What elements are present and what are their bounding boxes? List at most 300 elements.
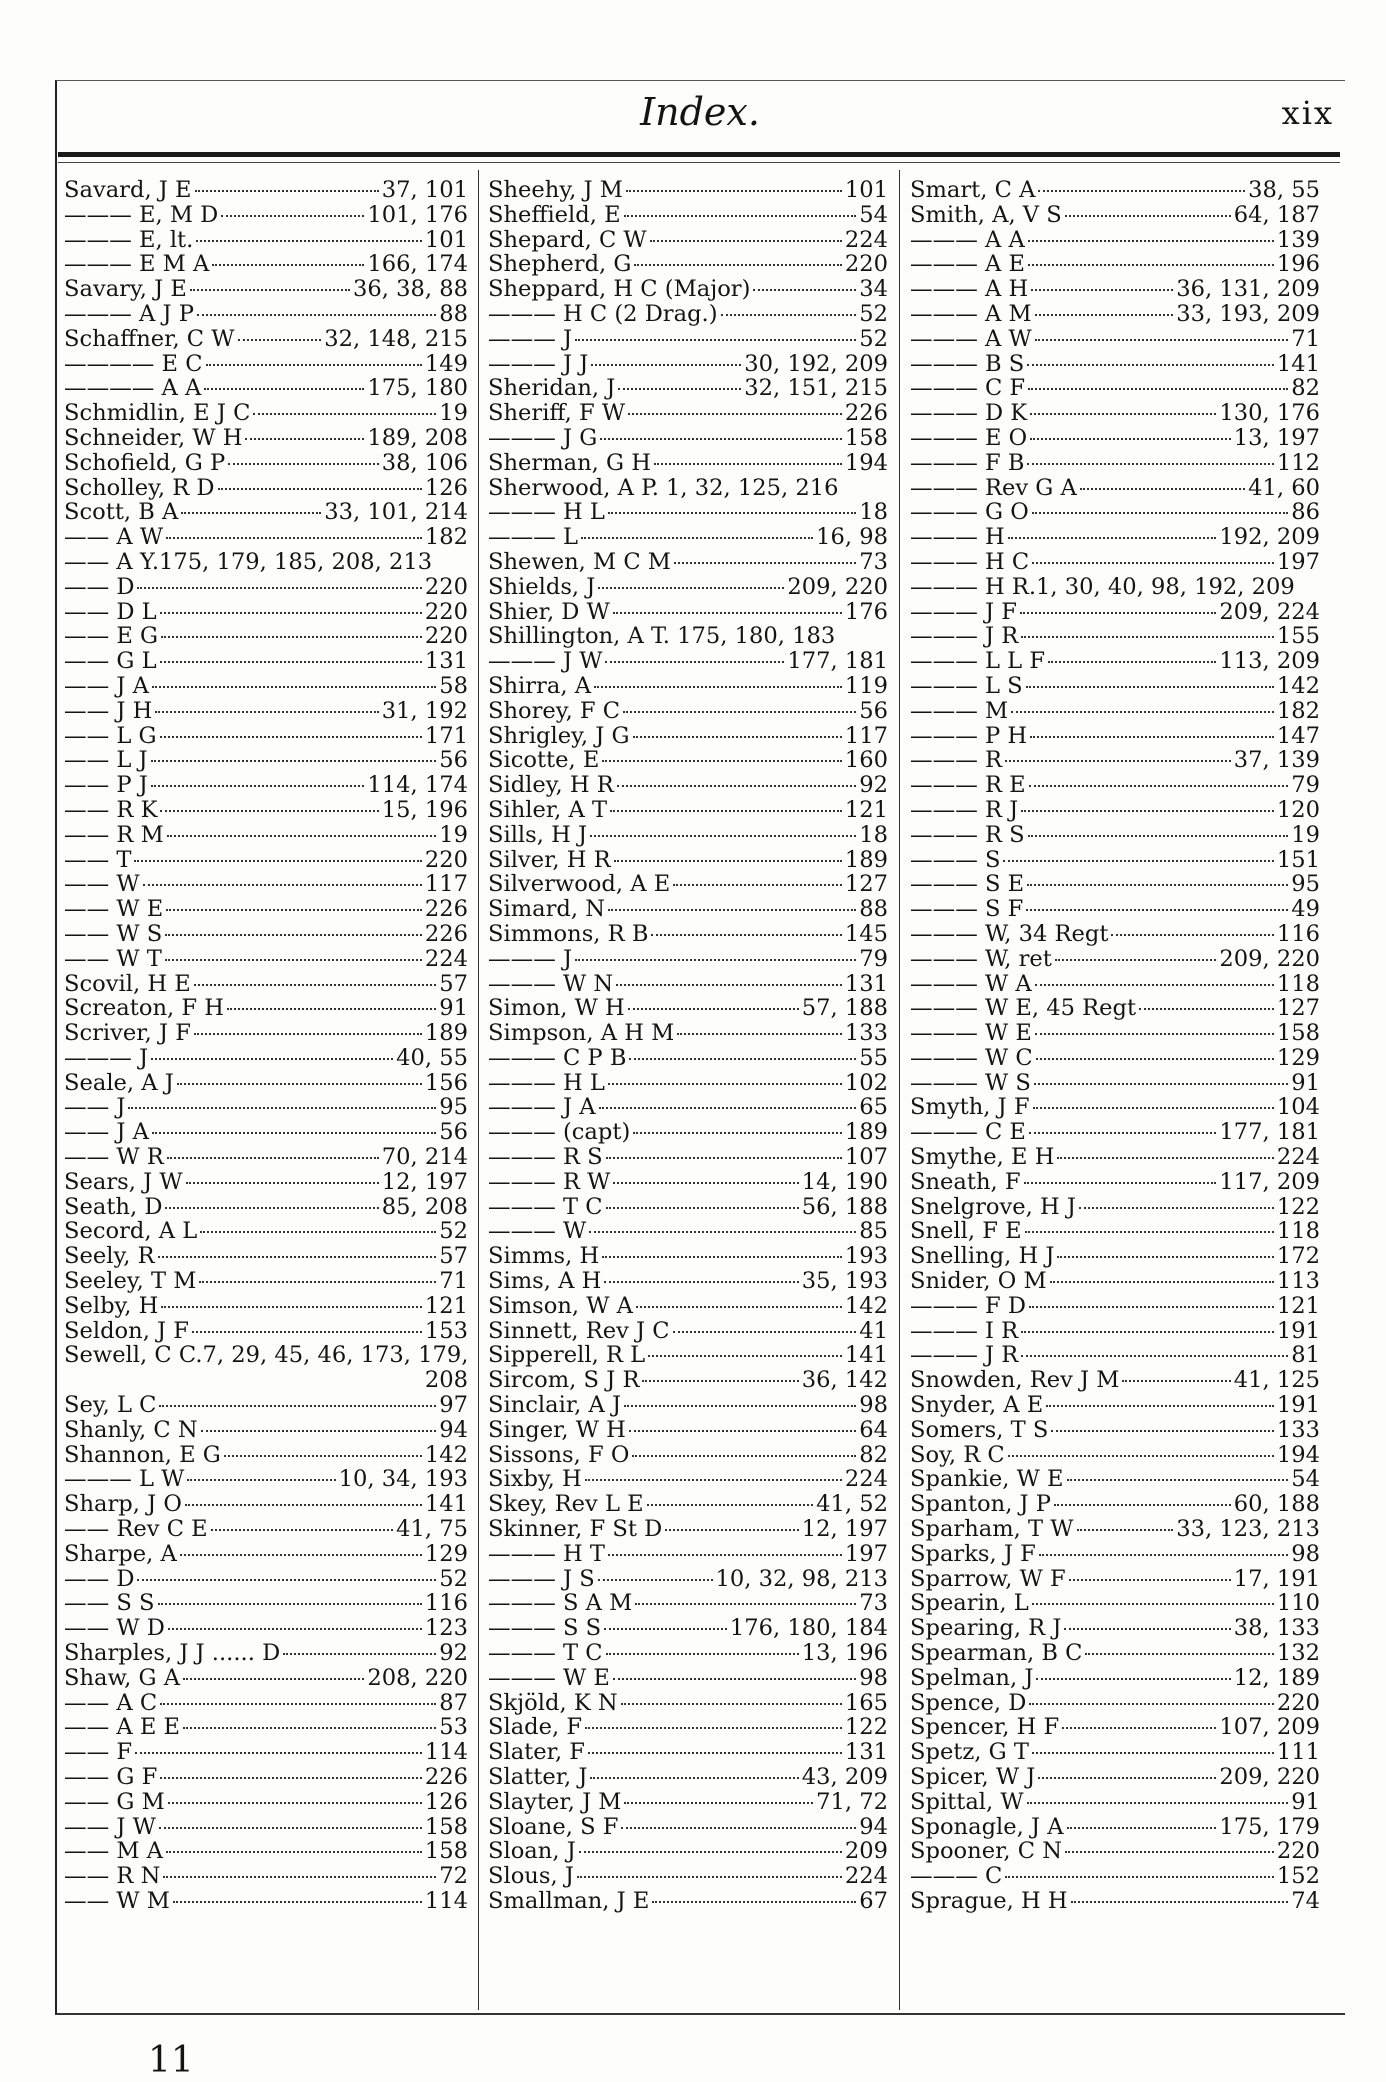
dot-leader [204,388,364,390]
entry-name: Smith, A, V S [910,202,1062,228]
dot-leader [165,934,422,936]
entry-name: Silver, H R [488,847,611,873]
dot-leader [166,909,422,911]
entry-name: —— A E E [64,1715,181,1741]
index-entry [488,252,888,277]
entry-pages: 73 [859,1591,888,1617]
entry-pages: 52 [859,301,888,327]
entry-pages: 177, 181 [787,649,888,674]
index-entry [488,426,888,451]
entry-name: ——— S [910,847,1001,873]
dot-leader [721,314,857,316]
index-entry [64,1443,468,1468]
entry-name: —— D L [64,599,157,625]
index-entry [910,1443,1320,1468]
index-entry [910,848,1320,873]
entry-pages: 107 [844,1145,888,1170]
index-entry [910,1046,1320,1071]
index-entry [910,277,1320,302]
index-entry [910,1021,1320,1046]
dot-leader [624,1802,813,1804]
index-entry [64,352,468,377]
dot-leader [190,289,350,291]
entry-name: Skjöld, K N [488,1690,618,1716]
entry-name: Spelman, J [910,1665,1034,1691]
dot-leader [159,1405,436,1407]
entry-name: —— G L [64,649,157,674]
entry-name: Spetz, G T [910,1740,1029,1765]
dot-leader [1054,1504,1231,1506]
entry-name: Sloane, S F [488,1814,619,1840]
dot-leader [1046,1405,1274,1407]
index-entry [910,1517,1320,1542]
dot-leader [604,1628,727,1630]
entry-pages: 151 [1276,847,1320,873]
entry-name: Simon, W H [488,996,625,1022]
entry-name: ——— E, M D [64,202,219,228]
dot-leader [1021,810,1274,812]
entry-name: ———— E C [64,351,203,377]
entry-name: —— D [64,574,135,600]
index-entry [488,451,888,476]
entry-pages: 54 [1291,1467,1320,1493]
entry-pages: 141 [844,1343,888,1369]
entry-pages: 121 [844,797,888,823]
entry-pages: 131 [424,649,468,674]
dot-leader [605,661,784,663]
dot-leader [1029,1306,1274,1308]
entry-pages: 147 [1276,723,1320,749]
dot-leader [629,1430,856,1432]
dot-leader [608,909,856,911]
dot-leader [1021,1331,1274,1333]
entry-pages: 127 [844,872,888,898]
dot-leader [183,1678,364,1680]
entry-pages: 114, 174 [367,773,468,798]
dot-leader [161,1306,422,1308]
index-entry [64,451,468,476]
entry-pages: 52 [859,326,888,352]
dot-leader [155,711,378,713]
entry-pages: 12, 189 [1233,1665,1320,1691]
dot-leader [1003,860,1273,862]
entry-name: Soy, R C [910,1442,1005,1468]
entry-name: Smyth, J F [910,1095,1030,1121]
index-entry [910,1567,1320,1592]
entry-name: Smart, C A [910,178,1036,203]
dot-leader [1039,1554,1288,1556]
entry-pages: 220 [844,252,888,278]
index-entry [910,1418,1320,1443]
index-entry [64,1343,468,1368]
dot-leader [1038,190,1245,192]
index-entry [64,575,468,600]
dot-leader [623,711,856,713]
index-entry [488,748,888,773]
dot-leader [613,1182,798,1184]
dot-leader [606,1207,799,1209]
entry-pages: 19 [439,401,468,426]
entry-pages: 114 [424,1888,468,1914]
dot-leader [187,1479,335,1481]
entry-name: Sims, A H [488,1269,602,1294]
entry-name: ——— J F [910,599,1017,625]
entry-name: Schneider, W H [64,425,243,451]
index-entry [910,1641,1320,1666]
entry-pages: 71, 72 [816,1789,888,1815]
dot-leader [1027,1802,1289,1804]
index-entry [910,947,1320,972]
entry-name: Seldon, J F [64,1318,189,1344]
index-entry [910,1368,1320,1393]
entry-pages: 101 [844,178,888,203]
dot-leader [1008,537,1217,539]
index-entry [910,972,1320,997]
dot-leader [166,537,422,539]
dot-leader [1080,488,1245,490]
dot-leader [245,438,364,440]
dot-leader [1011,711,1274,713]
entry-name: ——— W E, 45 Regt [910,996,1137,1022]
entry-pages: 36, 131, 209 [1176,277,1320,302]
entry-name: ——— A E [910,252,1025,278]
dot-leader [160,1703,436,1705]
dot-leader [1057,1256,1273,1258]
entry-pages: 189 [844,847,888,873]
index-column-3 [910,178,1320,2008]
dot-leader [1030,438,1231,440]
entry-pages: 82 [1291,376,1320,402]
dot-leader [200,1231,436,1233]
dot-leader [1028,388,1288,390]
entry-name: Skey, Rev L E [488,1492,644,1518]
entry-pages: 41, 125 [1233,1368,1320,1394]
entry-pages: 98 [859,1665,888,1691]
index-entry [910,1071,1320,1096]
entry-pages: 224 [844,1864,888,1889]
entry-name: —— J A [64,1120,149,1146]
entry-pages: 189, 208 [367,425,468,451]
entry-pages: 33, 101, 214 [324,500,468,526]
entry-name: ——— J A [488,1095,596,1121]
header-rule-thick [58,152,1340,157]
entry-pages: 101 [424,227,468,253]
entry-name: —— A W [64,525,164,550]
index-entry [64,178,468,203]
entry-name: Seath, D [64,1194,163,1220]
dot-leader [1057,1157,1273,1159]
entry-pages: 129 [1276,1045,1320,1071]
dot-leader [1064,1628,1230,1630]
entry-name: ——— W A [910,971,1032,997]
index-entry [488,1864,888,1889]
entry-name: Snell, F E [910,1219,1022,1245]
entry-name: Screaton, F H [64,996,224,1022]
index-entry [910,872,1320,897]
dot-leader [1028,240,1274,242]
index-entry [488,1691,888,1716]
entry-pages: 209, 220 [1219,946,1320,972]
index-entry [910,302,1320,327]
entry-pages: 101, 176 [367,202,468,228]
dot-leader [610,810,842,812]
entry-pages: 166, 174 [367,252,468,278]
entry-name: Snelgrove, H J [910,1194,1076,1220]
entry-name: Simpson, A H M [488,1021,675,1046]
index-entry [910,575,1320,600]
dot-leader [151,785,365,787]
entry-pages: 17, 191 [1233,1566,1320,1592]
index-entry [64,996,468,1021]
entry-name: Schaffner, C W [64,326,235,352]
entry-pages: 111 [1276,1740,1320,1765]
entry-pages: 88 [859,897,888,922]
entry-pages: 57 [439,1244,468,1270]
index-entry [910,1393,1320,1418]
dot-leader [1062,1727,1216,1729]
entry-pages: 224 [1276,1145,1320,1170]
index-entry [910,1765,1320,1790]
dot-leader [621,1827,856,1829]
entry-pages: 60, 188 [1233,1492,1320,1518]
dot-leader [1085,1653,1273,1655]
dot-leader [606,1653,799,1655]
index-entry [488,1492,888,1517]
index-entry [64,1641,468,1666]
entry-name: Sharp, J O [64,1492,182,1518]
entry-name: Spearing, R J [910,1616,1062,1642]
index-entry [488,724,888,749]
entry-name: ——— A A [910,227,1025,253]
entry-pages: 192, 209 [1219,525,1320,550]
entry-name: Savary, J E [64,277,187,302]
entry-name: Shirra, A [488,673,592,699]
dot-leader [624,1405,856,1407]
dot-leader [1065,215,1231,217]
index-entry [910,550,1320,575]
entry-pages: 38, 55 [1248,178,1320,203]
entry-name: Sneath, F [910,1169,1021,1195]
entry-pages: 70, 214 [381,1145,468,1170]
entry-pages: 119 [844,673,888,699]
dot-leader [1051,1430,1274,1432]
entry-name: —— M A [64,1839,164,1865]
entry-pages: 36, 142 [801,1368,888,1394]
dot-leader [128,1107,436,1109]
index-entry [64,649,468,674]
entry-pages: 92 [439,1641,468,1666]
dot-leader [608,512,856,514]
entry-pages: 224 [424,946,468,972]
entry-pages: 114 [424,1740,468,1765]
entry-pages: 197 [1276,549,1320,575]
index-entry [910,823,1320,848]
entry-pages: 85, 208 [381,1194,468,1220]
entry-name: Sicotte, E [488,748,600,774]
entry-pages: 37, 139 [1233,748,1320,774]
entry-pages: 98 [859,1393,888,1418]
entry-pages: 158 [424,1814,468,1840]
dot-leader [168,1628,422,1630]
index-entry [64,252,468,277]
index-entry [910,1616,1320,1641]
index-entry [64,1616,468,1641]
index-entry [910,798,1320,823]
column-divider [899,170,900,2010]
entry-name: Skinner, F St D [488,1517,663,1542]
entry-name: Sidley, H R [488,773,614,798]
index-entry [64,376,468,401]
entry-name: Shanly, C N [64,1417,198,1443]
index-entry [488,773,888,798]
index-entry [910,674,1320,699]
index-entry [488,550,888,575]
dot-leader [212,264,364,266]
entry-name: Snelling, H J [910,1244,1055,1270]
entry-pages: 197 [844,1541,888,1567]
index-entry [910,996,1320,1021]
entry-pages: 152 [1276,1864,1320,1889]
entry-pages: 15, 196 [381,797,468,823]
entry-name: Slade, F [488,1715,583,1741]
entry-pages: 85 [859,1219,888,1245]
index-entry [488,1145,888,1170]
index-entry [488,1046,888,1071]
entry-pages: 88 [439,301,468,327]
entry-name: Sears, J W [64,1169,183,1195]
entry-name: ——— A J P [64,301,194,327]
index-entry [64,848,468,873]
dot-leader [632,1455,856,1457]
entry-name: —— W R [64,1145,164,1170]
index-entry [488,1839,888,1864]
entry-name: ——— G O [910,500,1029,526]
index-entry [64,1567,468,1592]
entry-name: Shier, D W [488,599,610,625]
entry-name: Simard, N [488,897,605,922]
index-entry [910,178,1320,203]
index-entry [910,600,1320,625]
index-entry [488,1542,888,1567]
dot-leader [604,1281,798,1283]
dot-leader [165,1207,378,1209]
index-entry [910,1790,1320,1815]
index-entry [910,476,1320,501]
entry-name: Spanton, J P [910,1492,1052,1518]
entry-pages: 30, 192, 209 [744,351,888,377]
index-entry [64,1467,468,1492]
entry-name: ——— J [64,1045,149,1071]
dot-leader [1029,785,1289,787]
dot-leader [159,1827,422,1829]
dot-leader [1027,884,1288,886]
dot-leader [194,1033,422,1035]
index-entry [488,872,888,897]
entry-pages: 220 [424,847,468,873]
entry-pages: 182 [424,525,468,550]
entry-name: ——— C E [910,1120,1026,1146]
index-entry [488,1095,888,1120]
entry-name: ——— J G [488,425,598,451]
entry-pages: 32, 151, 215 [744,376,888,402]
index-entry [64,1319,468,1344]
index-entry [910,1467,1320,1492]
index-entry [910,1864,1320,1889]
entry-pages: 145 [844,921,888,947]
entry-pages: 12, 197 [801,1517,888,1542]
entry-pages: 226 [424,1765,468,1790]
dot-leader [1071,1901,1289,1903]
entry-pages: 10, 34, 193 [338,1467,468,1493]
dot-leader [651,934,841,936]
entry-name: —— J [64,1095,126,1121]
index-entry [910,1591,1320,1616]
entry-name: —— W [64,872,140,898]
entry-pages: 33, 193, 209 [1176,301,1320,327]
index-entry [488,352,888,377]
dot-leader [613,1678,856,1680]
index-entry [488,228,888,253]
dot-leader [677,1033,842,1035]
entry-pages: 40, 55 [396,1045,468,1071]
dot-leader [617,785,856,787]
dot-leader [201,1430,437,1432]
entry-pages: 35, 193 [801,1269,888,1294]
index-entry [910,203,1320,228]
index-entry [64,426,468,451]
dot-leader [594,686,842,688]
entry-name: Shillington, A T. 175, 180, 183 [488,624,836,650]
entry-pages: 116 [424,1591,468,1617]
dot-leader [135,1752,422,1754]
entry-pages: 129 [424,1541,468,1567]
entry-name: —— F [64,1740,133,1765]
index-entry [910,624,1320,649]
entry-name: Sharpe, A [64,1541,177,1567]
entry-name: ——— C P B [488,1045,627,1071]
dot-leader [238,339,322,341]
entry-name: Scholley, R D [64,475,215,501]
entry-pages: 209, 220 [1219,1765,1320,1790]
entry-name: Spicer, W J [910,1765,1036,1790]
dot-leader [1065,1851,1274,1853]
index-entry [910,922,1320,947]
index-entry [910,748,1320,773]
entry-pages: 116 [1276,921,1320,947]
dot-leader [180,1554,422,1556]
entry-name: Shorey, F C [488,698,621,724]
entry-name: Schmidlin, E J C [64,401,251,426]
index-entry [910,376,1320,401]
entry-pages: 79 [1291,773,1320,798]
dot-leader [160,1777,422,1779]
entry-name: Schofield, G P [64,450,226,476]
index-entry [64,600,468,625]
entry-name: —— T [64,847,132,873]
dot-leader [579,1851,842,1853]
entry-pages: 104 [1276,1095,1320,1121]
index-entry [910,773,1320,798]
entry-name: ——— L [488,525,578,550]
index-entry [64,302,468,327]
entry-pages: 19 [439,822,468,848]
dot-leader [1032,562,1274,564]
dot-leader [1030,736,1274,738]
index-entry [488,302,888,327]
entry-pages: 158 [844,425,888,451]
dot-leader [1050,1281,1274,1283]
dot-leader [152,686,436,688]
